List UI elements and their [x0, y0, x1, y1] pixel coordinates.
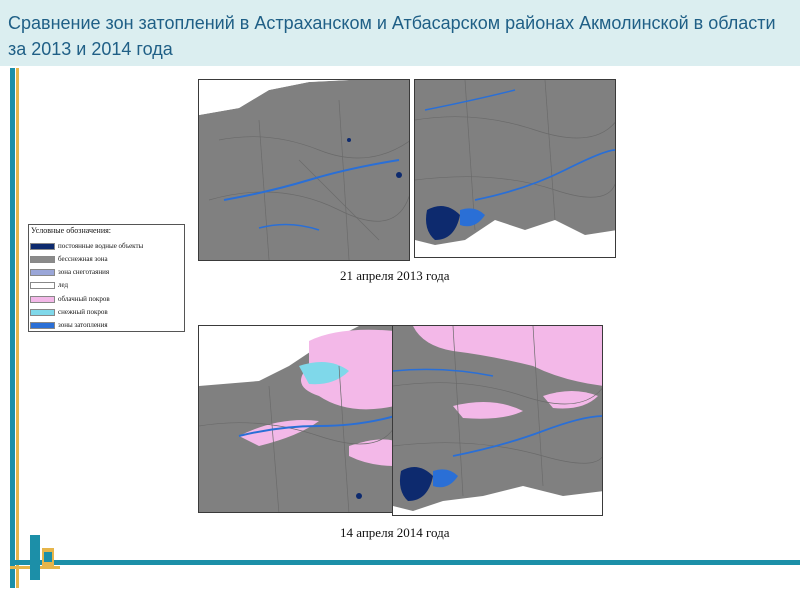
legend-label: лед — [58, 281, 69, 289]
legend-label: бесснежная зона — [58, 255, 108, 263]
map-2014-left — [198, 325, 394, 513]
legend-item-snowless — [30, 255, 184, 264]
caption-2014: 14 апреля 2014 года — [340, 525, 450, 540]
caption-2013: 21 апреля 2013 года — [340, 268, 450, 283]
legend-swatch — [30, 269, 55, 276]
bottom-stripe-teal — [10, 560, 800, 565]
map-legend — [28, 224, 185, 332]
legend-swatch — [30, 282, 55, 289]
legend-item-cloud — [30, 295, 184, 304]
legend-swatch — [30, 296, 55, 303]
legend-label: зона снеготаяния — [58, 268, 110, 276]
map-2013-left — [198, 79, 410, 261]
legend-swatch — [30, 243, 55, 250]
legend-label: снежный покров — [58, 308, 108, 316]
corner-block-1 — [30, 535, 40, 580]
legend-swatch — [30, 309, 55, 316]
map-2013-right — [414, 79, 616, 258]
legend-item-snow — [30, 308, 184, 317]
map-2014-right — [392, 325, 603, 516]
legend-label: постоянные водные объекты — [58, 242, 144, 250]
legend-item-melting — [30, 268, 184, 277]
legend-swatch — [30, 322, 55, 329]
legend-title: Условные обозначения: — [31, 226, 112, 235]
legend-item-flood — [30, 321, 184, 330]
slide-header — [0, 0, 800, 66]
left-stripe-gold — [16, 68, 19, 588]
legend-label: облачный покров — [58, 295, 110, 303]
left-stripe-teal — [10, 68, 15, 588]
slide-title: Сравнение зон затоплений в Астраханском и Атбасарском районах Акмолинской в области за 2013 и 2014 года — [8, 13, 776, 59]
legend-item-water — [30, 242, 184, 251]
legend-swatch — [30, 256, 55, 263]
legend-item-ice — [30, 281, 184, 290]
corner-block-3 — [44, 552, 52, 562]
legend-label: зоны затопления — [58, 321, 108, 329]
